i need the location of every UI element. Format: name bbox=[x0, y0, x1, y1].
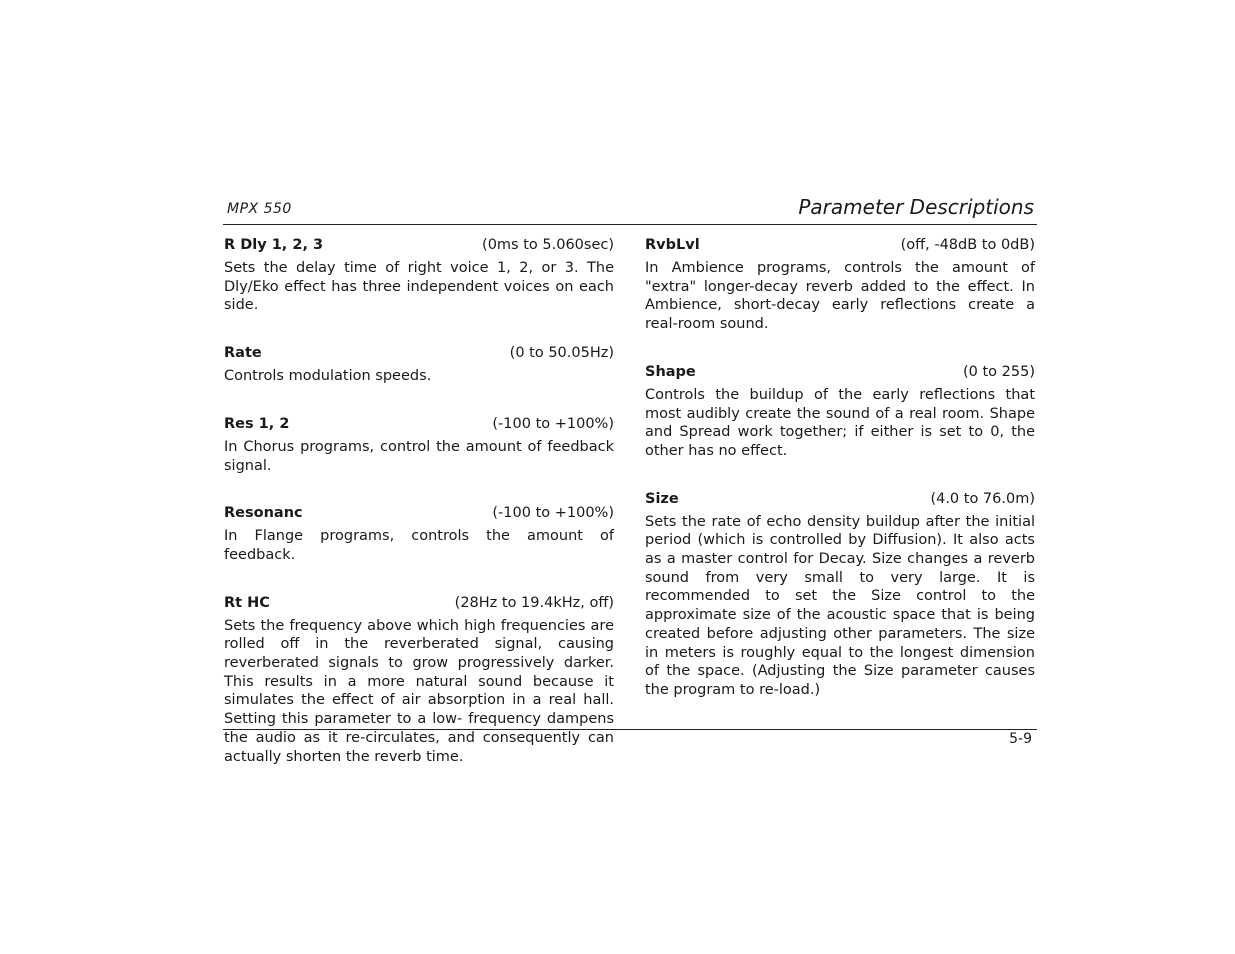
param-header bbox=[224, 235, 614, 255]
param-range: (0ms to 5.060sec) bbox=[482, 237, 614, 253]
param-name: Rate bbox=[224, 345, 262, 362]
param-header bbox=[645, 489, 1035, 509]
param-rate bbox=[224, 343, 614, 386]
param-header bbox=[224, 503, 614, 523]
param-header bbox=[224, 414, 614, 434]
param-size bbox=[645, 489, 1035, 700]
param-rt-hc bbox=[224, 593, 614, 767]
param-res bbox=[224, 414, 614, 475]
param-r-dly bbox=[224, 235, 614, 315]
param-range: (4.0 to 76.0m) bbox=[930, 490, 1035, 507]
param-name: Rt HC bbox=[224, 594, 270, 611]
param-name: Res 1, 2 bbox=[224, 415, 290, 432]
param-name: RvbLvl bbox=[645, 237, 700, 253]
param-range: (-100 to +100%) bbox=[492, 505, 614, 522]
param-range: (28Hz to 19.4kHz, off) bbox=[454, 594, 614, 611]
page-number: 5-9 bbox=[1009, 731, 1032, 747]
param-name: Size bbox=[645, 490, 679, 507]
param-name: Resonanc bbox=[224, 505, 303, 522]
product-name: MPX 550 bbox=[227, 201, 292, 217]
param-description: Controls the buildup of the early reflections that most audibly create the sound of a real room. Shape and Spread work together; if either is set to 0, the other has no effect. bbox=[645, 386, 1035, 459]
header-rule bbox=[223, 224, 1037, 225]
param-description: In Chorus programs, control the amount of feedback signal. bbox=[224, 438, 614, 474]
footer-rule bbox=[223, 729, 1037, 730]
param-name: R Dly 1, 2, 3 bbox=[224, 237, 324, 253]
param-description: In Ambience programs, controls the amount of "extra" longer-decay reverb added to the effect. In Ambience, short-decay early reflections create a real-room sound. bbox=[645, 260, 1035, 333]
param-range: (0 to 255) bbox=[963, 363, 1035, 380]
param-header bbox=[645, 235, 1035, 255]
param-description: In Flange programs, controls the amount of feedback. bbox=[224, 528, 614, 563]
param-header bbox=[224, 593, 614, 613]
param-name: Shape bbox=[645, 363, 696, 380]
param-description: Controls modulation speeds. bbox=[224, 368, 432, 385]
right-column bbox=[645, 235, 1035, 728]
param-shape bbox=[645, 362, 1035, 461]
param-header bbox=[645, 362, 1035, 382]
param-description: Sets the rate of echo density buildup after the initial period (which is controlled by Diffusion). It also acts as a master control for Decay. Size changes a reverb sound from very small to very large. It is recommended to set the Size control to the approximate size of the acoustic space that is being created before adjusting other parameters. The size in meters is roughly equal to the longest dimension of the space. (Adjusting the Size parameter causes the program to re-load.) bbox=[645, 513, 1035, 698]
param-rvblvl bbox=[645, 235, 1035, 334]
param-description: Sets the delay time of right voice 1, 2, or 3. The Dly/Eko effect has three independent voices on each side. bbox=[224, 260, 614, 314]
param-range: (0 to 50.05Hz) bbox=[509, 345, 614, 362]
left-column bbox=[224, 235, 614, 794]
section-title: Parameter Descriptions bbox=[798, 195, 1034, 219]
param-description: Sets the frequency above which high frequencies are rolled off in the reverberated signal, causing reverberated signals to grow progressively darker. This results in a more natural sound because it simulates the effect of air absorption in a real hall. Setting this parameter to a low- frequency dampens the audio as it re-circulates, and consequently can actually shorten the reverb time. bbox=[224, 617, 614, 765]
param-header bbox=[224, 343, 614, 363]
param-range: (off, -48dB to 0dB) bbox=[900, 237, 1035, 253]
param-resonanc bbox=[224, 503, 614, 564]
param-range: (-100 to +100%) bbox=[492, 415, 614, 432]
